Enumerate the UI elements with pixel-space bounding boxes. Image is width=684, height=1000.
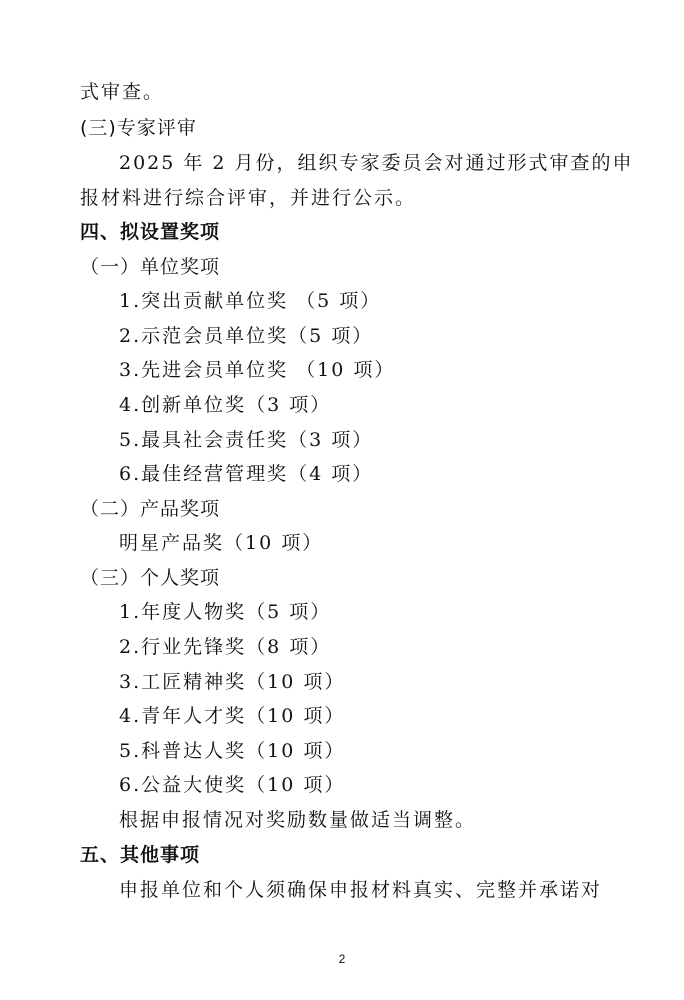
list-item: 5.最具社会责任奖（3 项）	[119, 429, 374, 451]
body-text-line: 2025 年 2 月份，组织专家委员会对通过形式审查的申	[119, 152, 634, 174]
section-heading: 五、其他事项	[80, 844, 201, 866]
subsection-heading: （三）个人奖项	[80, 567, 221, 589]
page-number: 2	[338, 952, 346, 966]
list-item: 1.突出贡献单位奖 （5 项）	[119, 290, 382, 312]
list-item: 3.工匠精神奖（10 项）	[119, 671, 346, 693]
body-text-line: 根据申报情况对奖励数量做适当调整。	[119, 809, 477, 831]
subsection-heading: （一）单位奖项	[80, 256, 221, 278]
body-text-line: 申报单位和个人须确保申报材料真实、完整并承诺对	[119, 879, 603, 901]
list-item: 4.创新单位奖（3 项）	[119, 394, 332, 416]
list-item: 1.年度人物奖（5 项）	[119, 601, 332, 623]
subsection-heading: (三)专家评审	[80, 117, 197, 139]
list-item: 6.最佳经营管理奖（4 项）	[119, 463, 374, 485]
list-item: 3.先进会员单位奖 （10 项）	[119, 359, 396, 381]
subsection-heading: （二）产品奖项	[80, 498, 221, 520]
list-item: 6.公益大使奖（10 项）	[119, 774, 346, 796]
list-item: 2.行业先锋奖（8 项）	[119, 636, 332, 658]
list-item: 5.科普达人奖（10 项）	[119, 740, 346, 762]
list-item: 明星产品奖（10 项）	[119, 532, 324, 554]
body-text-line: 报材料进行综合评审，并进行公示。	[80, 187, 417, 209]
list-item: 4.青年人才奖（10 项）	[119, 705, 346, 727]
section-heading: 四、拟设置奖项	[80, 221, 221, 243]
body-text-line: 式审查。	[80, 81, 165, 103]
list-item: 2.示范会员单位奖（5 项）	[119, 325, 374, 347]
